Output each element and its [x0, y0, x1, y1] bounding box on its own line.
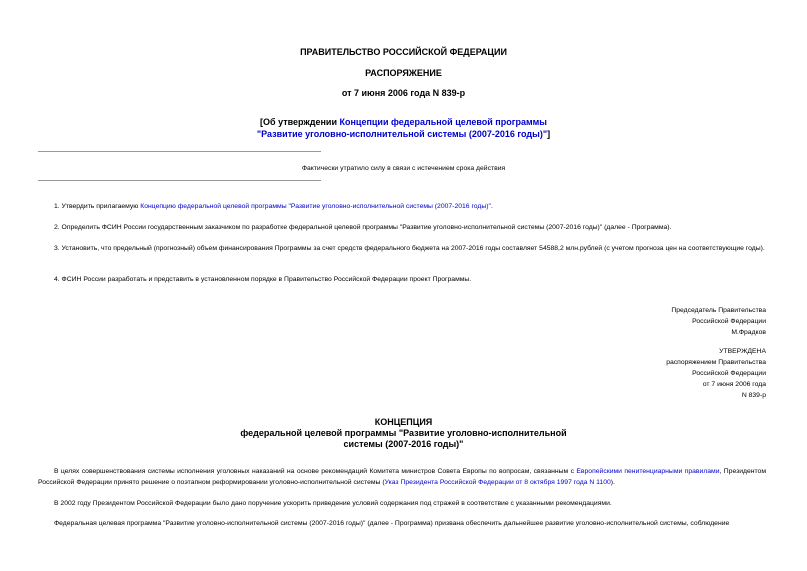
approval-block: УТВЕРЖДЕНА распоряжением Правительства Российской Федерации от 7 июня 2006 года N 839-р — [666, 348, 766, 399]
document-type: РАСПОРЯЖЕНИЕ — [365, 68, 442, 78]
document-date-number: от 7 июня 2006 года N 839-р — [341, 88, 466, 98]
concept-subtitle-1: федеральной целевой программы "Развитие уголовно-исполнительной — [240, 428, 567, 438]
signature-block: Председатель Правительства Российской Федерации М.Фрадков — [671, 307, 766, 336]
item-4: 4. ФСИН России разработать и представить в установленном порядке в Правительство Российской Федерации проект Программы. — [54, 276, 472, 283]
divider-top — [38, 151, 321, 152]
decree-link[interactable]: Указ Президента Российской Федерации от 8 октября 1997 года N 1100 — [384, 479, 611, 486]
item-2: 2. Определить ФСИН России государственным заказчиком по разработке федеральной целевой программы "Развитие уголовно-исполнительной системы (2007-2016 годы)" (далее - Программа). — [54, 224, 672, 231]
concept-heading — [0, 417, 807, 450]
item-1: 1. Утвердить прилагаемую Концепцию федеральной целевой программы "Развитие уголовно-исполнительной системы (2007-2016 годы)". — [54, 203, 493, 210]
concept-subtitle-2: системы (2007-2016 годы)" — [343, 439, 464, 449]
status-note: Фактически утратило силу в связи с истечением срока действия — [301, 165, 506, 172]
body-paragraph-1: В целях совершенствования системы исполнения уголовных наказаний на основе рекомендаций Комитета министров Совета Европы по вопросам, связанным с Европейскими пенитенциарными правилами, Президентом Российской Федерации принято решение о поэтапном реформировании уголовно-исполнительной системы (Указ Президента Российской Федерации от 8 октября 1997 года N 1100). — [38, 468, 766, 486]
document-title — [0, 116, 807, 140]
government-heading: ПРАВИТЕЛЬСТВО РОССИЙСКОЙ ФЕДЕРАЦИИ — [300, 47, 507, 57]
divider-bottom — [38, 180, 321, 181]
european-rules-link[interactable]: Европейскими пенитенциарными правилами — [576, 468, 720, 475]
title-prefix: [Об утверждении — [260, 117, 340, 127]
concept-title: КОНЦЕПЦИЯ — [374, 417, 433, 427]
body-paragraph-3: Федеральная целевая программа "Развитие уголовно-исполнительной системы (2007-2016 годы)" (далее - Программа) призвана обеспечить дальнейшее развитие уголовно-исполнительной системы, соблюдение — [54, 520, 730, 527]
item-3: 3. Установить, что предельный (прогнозный) объем финансирования Программы за счет средств федерального бюджета на 2007-2016 годы составляет 54588,2 млн.рублей (с учетом прогноза цен на соответствующие годы). — [54, 245, 765, 252]
concept-title-link[interactable]: Концепции федеральной целевой программы — [339, 117, 547, 127]
body-paragraph-2: В 2002 году Президентом Российской Федерации было дано поручение ускорить приведение условий содержания под стражей в соответствие с указанными рекомендациями. — [54, 500, 612, 507]
title-suffix: ] — [547, 129, 551, 139]
concept-link[interactable]: Концепцию федеральной целевой программы "Развитие уголовно-исполнительной системы (2007-2016 годы)" — [140, 203, 491, 210]
program-title-link[interactable]: "Развитие уголовно-исполнительной системы (2007-2016 годы)" — [256, 129, 548, 139]
